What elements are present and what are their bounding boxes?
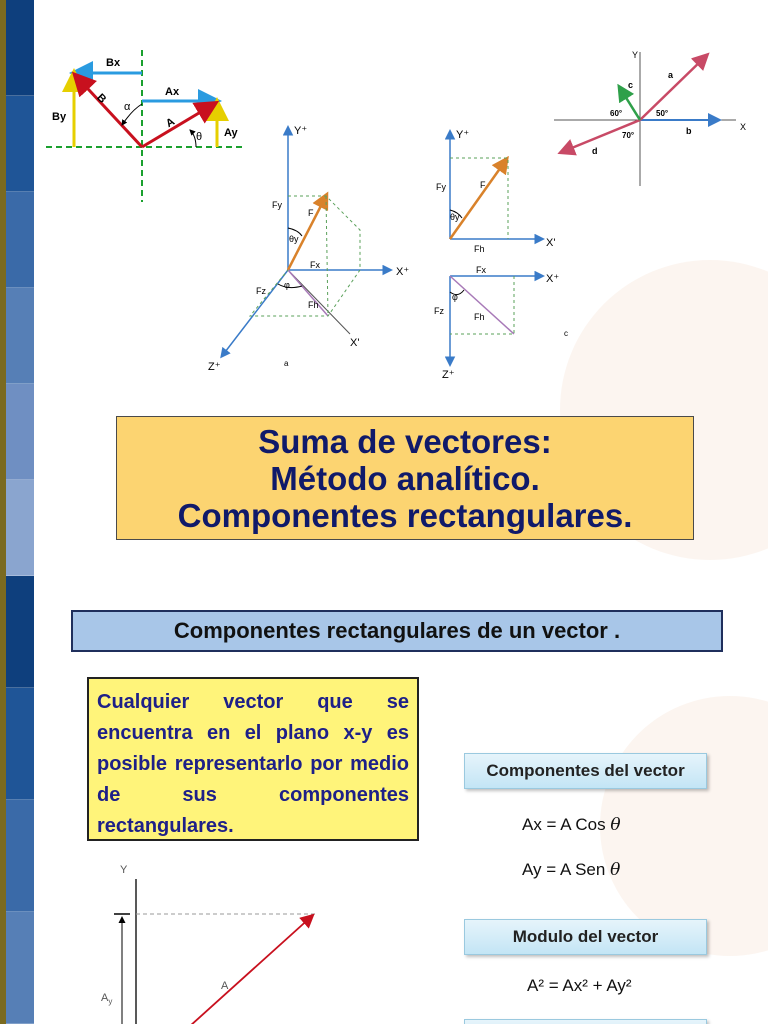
section-header: Componentes rectangulares de un vector . (71, 610, 723, 652)
svg-text:70°: 70° (622, 131, 635, 140)
svg-text:θy: θy (450, 212, 460, 222)
svg-text:Fx: Fx (310, 260, 320, 270)
side-stripe (6, 576, 34, 1024)
vector-a-graph (90, 861, 350, 1024)
next-label-box (464, 1019, 707, 1024)
svg-text:Fz: Fz (256, 286, 266, 296)
svg-text:b: b (686, 126, 692, 136)
ay-label: Ay (224, 127, 238, 139)
formula-ax: Ax = A Cos θ (522, 815, 621, 835)
a-label: A (221, 980, 229, 992)
ay-label: $A_y$ (101, 992, 113, 1006)
formula-modulo: A² = Ax² + Ay² (527, 976, 632, 995)
svg-text:θy: θy (289, 234, 299, 244)
svg-text:Fy: Fy (272, 200, 282, 210)
background-decoration (600, 696, 768, 956)
force-3d-figure (200, 118, 420, 383)
svg-text:Y: Y (632, 50, 639, 60)
title-line-3: Componentes rectangulares. (177, 496, 633, 534)
svg-text:Z⁺: Z⁺ (208, 361, 221, 373)
svg-text:Y⁺: Y⁺ (294, 125, 308, 137)
by-label: By (52, 111, 67, 123)
svg-text:X⁺: X⁺ (396, 266, 410, 278)
b-label: B (94, 91, 109, 106)
svg-text:F: F (480, 180, 486, 190)
a-label: A (164, 115, 177, 131)
modulo-label-box: Modulo del vector (464, 919, 707, 955)
svg-text:c: c (564, 329, 568, 338)
svg-text:X': X' (350, 337, 360, 349)
svg-text:Fh: Fh (308, 300, 319, 310)
svg-text:Fy: Fy (436, 182, 446, 192)
angles-figure (550, 44, 755, 192)
svg-text:Fh: Fh (474, 244, 485, 254)
svg-text:φ: φ (452, 292, 458, 302)
slide-title-box (116, 416, 694, 540)
definition-text: Cualquier vector que se encuentra en el plano x-y es posible representarlo por medio de sus componentes rectangulares. (97, 691, 409, 837)
y-label: Y (120, 864, 128, 876)
svg-text:Y⁺: Y⁺ (456, 129, 470, 141)
svg-text:Fh: Fh (474, 312, 485, 322)
vector-a-line (190, 916, 312, 1024)
svg-text:Fx: Fx (476, 265, 486, 275)
svg-text:X': X' (546, 237, 556, 249)
svg-text:c: c (628, 80, 634, 90)
theta-label: θ (196, 131, 203, 143)
svg-text:φ: φ (284, 280, 290, 290)
bx-label: Bx (106, 57, 121, 69)
title-line-1: Suma de vectores: (258, 422, 552, 460)
svg-text:60°: 60° (610, 109, 623, 118)
formula-ay: Ay = A Sen θ (522, 860, 621, 880)
title-line-2: Método analítico. (270, 459, 540, 497)
svg-text:a: a (284, 359, 289, 368)
ax-label: Ax (165, 86, 180, 98)
alpha-label: α (124, 101, 131, 113)
svg-text:Z⁺: Z⁺ (442, 369, 455, 381)
svg-text:Fz: Fz (434, 306, 444, 316)
svg-text:X⁺: X⁺ (546, 273, 560, 285)
components-label-box: Componentes del vector (464, 753, 707, 789)
svg-text:X: X (740, 122, 747, 132)
definition-box (87, 677, 419, 841)
svg-text:50°: 50° (656, 109, 669, 118)
slide-2 (0, 576, 768, 1024)
side-stripe (6, 0, 34, 576)
svg-text:d: d (592, 146, 598, 156)
svg-text:F: F (308, 208, 314, 218)
svg-text:a: a (668, 70, 674, 80)
